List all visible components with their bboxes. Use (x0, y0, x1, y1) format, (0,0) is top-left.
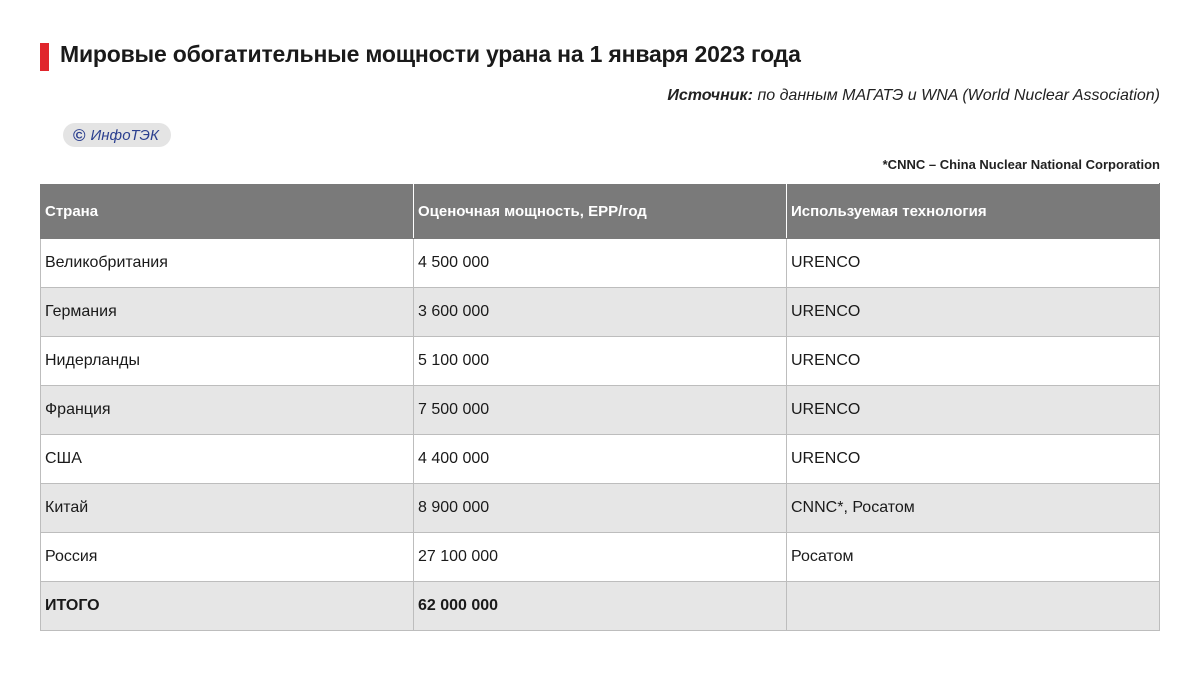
table-row (41, 435, 1160, 484)
table-row (41, 239, 1160, 288)
table-total-row (41, 582, 1160, 631)
table-row (41, 533, 1160, 582)
table-header-row (41, 184, 1160, 239)
cell-capacity: 5 100 000 (414, 337, 787, 386)
cell-technology: URENCO (787, 288, 1160, 337)
column-header-technology: Используемая технология (787, 184, 1160, 239)
enrichment-capacity-table (40, 183, 1160, 631)
source-line (667, 87, 1160, 105)
column-header-capacity: Оценочная мощность, ЕРР/год (414, 184, 787, 239)
cell-technology: URENCO (787, 386, 1160, 435)
table-row (41, 288, 1160, 337)
table-row (41, 484, 1160, 533)
cell-capacity: 7 500 000 (414, 386, 787, 435)
cell-country: Великобритания (41, 239, 414, 288)
infotek-logo (63, 123, 171, 147)
cell-capacity: 4 500 000 (414, 239, 787, 288)
cell-capacity: 8 900 000 (414, 484, 787, 533)
cell-technology: CNNC*, Росатом (787, 484, 1160, 533)
cell-country: Нидерланды (41, 337, 414, 386)
cell-country: Китай (41, 484, 414, 533)
cell-technology: URENCO (787, 435, 1160, 484)
cell-capacity: 3 600 000 (414, 288, 787, 337)
cell-technology: URENCO (787, 337, 1160, 386)
cell-country: Франция (41, 386, 414, 435)
cell-technology: Росатом (787, 533, 1160, 582)
cell-total-label: ИТОГО (41, 582, 414, 631)
copyright-icon: © (73, 125, 86, 145)
table-row (41, 386, 1160, 435)
cell-total-capacity: 62 000 000 (414, 582, 787, 631)
page-title: Мировые обогатительные мощности урана на 1 января 2023 года (60, 41, 801, 67)
cell-capacity: 27 100 000 (414, 533, 787, 582)
cell-technology: URENCO (787, 239, 1160, 288)
cell-country: Россия (41, 533, 414, 582)
footnote: *CNNC – China Nuclear National Corporation (882, 157, 1160, 172)
cell-total-technology (787, 582, 1160, 631)
logo-text: ИнфоТЭК (90, 126, 159, 144)
table-row (41, 337, 1160, 386)
cell-country: Германия (41, 288, 414, 337)
cell-country: США (41, 435, 414, 484)
title-accent-bar (40, 43, 49, 71)
source-text: по данным МАГАТЭ и WNA (World Nuclear Association) (757, 87, 1160, 104)
column-header-country: Страна (41, 184, 414, 239)
source-label: Источник: (667, 87, 753, 104)
cell-capacity: 4 400 000 (414, 435, 787, 484)
